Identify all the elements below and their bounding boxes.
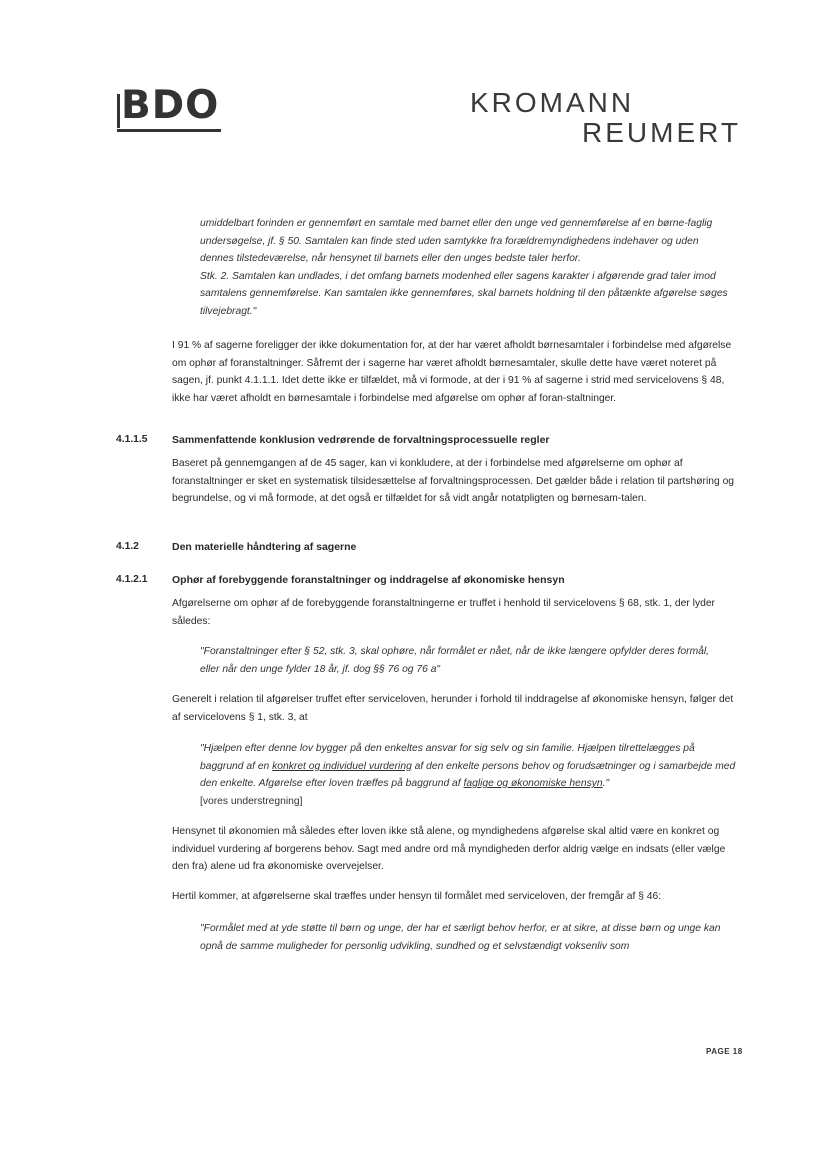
- bdo-logo: [117, 83, 227, 132]
- kromann-logo-line1: KROMANN: [470, 87, 635, 118]
- quote-1-underline-2: faglige og økonomiske hensyn: [463, 778, 603, 789]
- bdo-logo-bar: [117, 94, 120, 128]
- quote-section-1: [200, 740, 740, 810]
- bdo-logo-underline: [117, 129, 221, 132]
- quote-section-46: "Formålet med at yde støtte til børn og unge, der har et særligt behov herfor, er at sikre, at disse børn og unge kan opnå de samme muligheder for personlig udvikling, sundhed og et selvstændigt voksenliv som: [200, 923, 721, 952]
- paragraph-91-percent: I 91 % af sagerne foreligger der ikke dokumentation for, at der har været afholdt børnesamtaler i forbindelse med afgørelse om ophør af foranstaltninger. Såfremt der i sagerne har været afholdt børnesamtaler, skulle dette have været noteret på sagen, jf. punkt 4.1.1.1. Idet dette ikke er tilfældet, må vi formode, at der i 91 % af sagerne i strid med servicelovens § 48, ikke har været afholdt en børnesamtale i forbindelse med afgørelse om ophør af foran-staltninger.: [172, 340, 732, 404]
- quote-1-part1: "Hjælpen efter denne lov bygger på den enkeltes ansvar for sig selv og sin familie. Hjælpen tilrettelægges på baggrund af en: [200, 743, 695, 772]
- intro-quote-stk2: Stk. 2. Samtalen kan undlades, i det omfang barnets modenhed eller sagens karakter i afgørende grad taler imod samtalens gennemførelse. Kan samtalen ikke gennemføres, skal barnets holdning til den påtænkte afgørelse søges tilvejebragt.": [200, 270, 728, 317]
- quote-1-underline-1: konkret og individuel vurdering: [272, 760, 412, 772]
- kromann-logo-line2: REUMERT: [582, 117, 741, 148]
- paragraph-conclusion: Baseret på gennemgangen af de 45 sager, kan vi konkludere, at der i forbindelse med afgørelserne om ophør af foranstaltninger er sket en systematisk tilsidesættelse af forvaltningsprocessen. Det gælder både i relation til partshøring og begrundelse, og vi må formode, at det også er tilfældet for så vidt angår notatpligten og børnesam-talen.: [172, 458, 735, 504]
- section-title-4121: Ophør af forebyggende foranstaltninger og inddragelse af økonomiske hensyn: [172, 574, 565, 586]
- quote-section-1-text: [200, 740, 740, 793]
- kromann-reumert-logo: [470, 87, 741, 148]
- bdo-logo-text: BDO: [121, 83, 220, 128]
- paragraph-generelt: Generelt i relation til afgørelser truffet efter serviceloven, herunder i forhold til inddragelse af økonomiske hensyn, følger det af servicelovens § 1, stk. 3, at: [172, 694, 734, 723]
- section-number-4115: 4.1.1.5: [116, 434, 148, 445]
- section-number-4121: 4.1.2.1: [116, 574, 148, 585]
- section-title-412: Den materielle håndtering af sagerne: [172, 541, 357, 553]
- intro-quote-text: umiddelbart forinden er gennemført en samtale med barnet eller den unge ved gennemførelse af en børne-faglig undersøgelse, jf. § 50. Samtalen kan finde sted uden samtykke fra forældremyndighedens indehaver og uden dennes tilstedeværelse, når hensynet til barnets eller den unges bedste taler herfor.: [200, 218, 713, 264]
- paragraph-hensynet: Hensynet til økonomien må således efter loven ikke stå alene, og myndighedens afgørelse skal altid være en konkret og individuel vurdering af borgerens behov. Sagt med andre ord må myndigheden derfor aldrig vælge en indsats (eller vælge den fra) alene ud fra økonomiske overvejelser.: [172, 826, 726, 872]
- intro-quote: [200, 215, 735, 320]
- quote-1-part2: af den enkelte persons behov og forudsætninger og i samarbejde med den enkelte. Afgørelse efter loven træffes på baggrund af: [200, 760, 736, 789]
- quote-section-68: "Foranstaltninger efter § 52, stk. 3, skal ophøre, når formålet er nået, når de ikke længere opfylder deres formål, eller når den unge fylder 18 år, jf. dog §§ 76 og 76 a": [200, 646, 710, 675]
- paragraph-hertil: Hertil kommer, at afgørelserne skal træffes under hensyn til formålet med serviceloven, der fremgår af § 46:: [172, 891, 662, 902]
- paragraph-servicelov-68: Afgørelserne om ophør af de forebyggende foranstaltningerne er truffet i henhold til servicelovens § 68, stk. 1, der lyder således:: [172, 598, 715, 627]
- section-number-412: 4.1.2: [116, 541, 139, 552]
- quote-1-note: [vores understregning]: [200, 795, 303, 807]
- section-title-4115: Sammenfattende konklusion vedrørende de forvaltningsprocessuelle regler: [172, 434, 550, 446]
- quote-1-part3: .": [602, 778, 610, 789]
- page-number: PAGE 18: [706, 1047, 743, 1056]
